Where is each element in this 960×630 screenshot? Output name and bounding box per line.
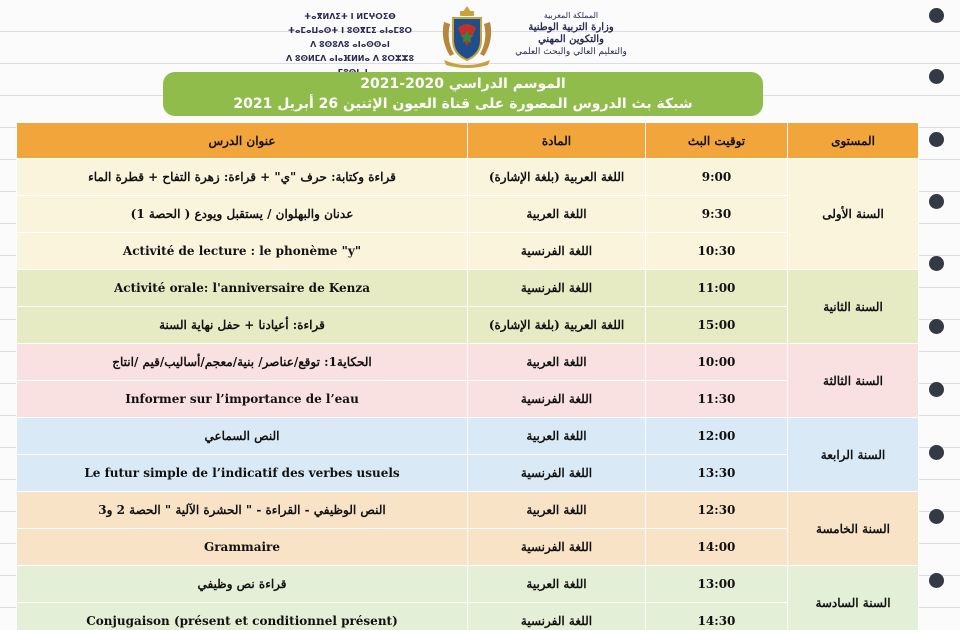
tifinagh-line: ⵜⴰⵎⴰⵡⴰⵙⵜ ⵏ ⵓⵙⴳⵎⵉ ⴰⵏⴰⵎⵓⵔ: [288, 26, 412, 35]
ministry-name: [512, 10, 630, 58]
lesson-title-cell: النص الوظيفي - القراءة - " الحشرة الآلية " الحصة 2 و3: [17, 492, 468, 529]
broadcast-time-cell: 12:30: [646, 492, 788, 529]
ministry-line: والتكوين المهني: [538, 34, 604, 45]
ministry-line: والتعليم العالي والبحث العلمي: [515, 47, 627, 57]
tifinagh-line: ⴷ ⵓⵙⵓⴷⵓ ⴰⵏⴰⵙⵙⴰⵏ: [310, 40, 390, 49]
broadcast-time-cell: 13:00: [646, 566, 788, 603]
broadcast-time-cell: 13:30: [646, 455, 788, 492]
lesson-title-cell: Activité orale: l'anniversaire de Kenza: [17, 270, 468, 307]
broadcast-time-cell: 10:30: [646, 233, 788, 270]
table-row: [17, 381, 919, 418]
table-row: [17, 566, 919, 603]
ministry-line: المملكة المغربية: [543, 11, 599, 20]
table-row: [17, 196, 919, 233]
binder-hole-icon: [929, 445, 944, 460]
table-row: [17, 603, 919, 630]
broadcast-schedule-table: [16, 122, 919, 630]
tifinagh-ministry-name: [280, 10, 420, 80]
subject-cell: اللغة العربية: [468, 196, 646, 233]
broadcast-time-cell: 9:00: [646, 159, 788, 196]
broadcast-time-cell: 14:30: [646, 603, 788, 630]
tifinagh-line: ⴷ ⵓⵙⵍⵎⴷ ⴰⵏⴰⴼⵍⵍⴰ ⴷ ⵓⵔⵣⵣⵓ: [285, 54, 414, 63]
lesson-title-cell: Activité de lecture : le phonème "y": [17, 233, 468, 270]
grade-level-cell: السنة الثانية: [788, 270, 919, 344]
grade-level-cell: السنة الخامسة: [788, 492, 919, 566]
table-row: [17, 307, 919, 344]
time-column-header: توقيت البث: [646, 123, 788, 159]
broadcast-time-cell: 10:00: [646, 344, 788, 381]
subject-cell: اللغة العربية: [468, 492, 646, 529]
lesson-title-cell: النص السماعي: [17, 418, 468, 455]
grade-level-cell: السنة الأولى: [788, 159, 919, 270]
subject-cell: اللغة العربية (بلغة الإشارة): [468, 307, 646, 344]
subject-cell: اللغة الفرنسية: [468, 529, 646, 566]
moroccan-coat-of-arms-icon: [436, 4, 498, 68]
grade-level-cell: السنة الرابعة: [788, 418, 919, 492]
lesson-title-cell: Grammaire: [17, 529, 468, 566]
broadcast-time-cell: 11:00: [646, 270, 788, 307]
broadcast-time-cell: 9:30: [646, 196, 788, 233]
subject-cell: اللغة العربية (بلغة الإشارة): [468, 159, 646, 196]
binder-hole-icon: [929, 319, 944, 334]
subject-column-header: المادة: [468, 123, 646, 159]
lesson-title-cell: Informer sur l’importance de l’eau: [17, 381, 468, 418]
binder-hole-icon: [929, 509, 944, 524]
binder-hole-icon: [929, 132, 944, 147]
table-row: [17, 344, 919, 381]
table-row: [17, 159, 919, 196]
table-header-row: [17, 123, 919, 159]
table-row: [17, 233, 919, 270]
subject-cell: اللغة الفرنسية: [468, 270, 646, 307]
subject-cell: اللغة الفرنسية: [468, 233, 646, 270]
subject-cell: اللغة العربية: [468, 418, 646, 455]
lesson-title-cell: Conjugaison (présent et conditionnel présent): [17, 603, 468, 630]
subject-cell: اللغة العربية: [468, 566, 646, 603]
broadcast-time-cell: 11:30: [646, 381, 788, 418]
notebook-binder-holes: [929, 0, 945, 630]
title-banner: [163, 72, 763, 116]
lesson-title-cell: قراءة: أعيادنا + حفل نهاية السنة: [17, 307, 468, 344]
binder-hole-icon: [929, 256, 944, 271]
table-row: [17, 455, 919, 492]
lesson-title-cell: Le futur simple de l’indicatif des verbes usuels: [17, 455, 468, 492]
lesson-title-cell: قراءة وكتابة: حرف "ي" + قراءة: زهرة التفاح + قطرة الماء: [17, 159, 468, 196]
level-column-header: المستوى: [788, 123, 919, 159]
binder-hole-icon: [929, 573, 944, 588]
table-row: [17, 418, 919, 455]
binder-hole-icon: [929, 8, 944, 23]
binder-hole-icon: [929, 69, 944, 84]
binder-hole-icon: [929, 194, 944, 209]
subject-cell: اللغة الفرنسية: [468, 603, 646, 630]
lesson-title-cell: الحكاية1: توقع/عناصر/ بنية/معجم/أساليب/قيم /انتاج: [17, 344, 468, 381]
ministry-line: وزارة التربية الوطنية: [528, 22, 614, 33]
binder-hole-icon: [929, 382, 944, 397]
tifinagh-line: ⵜⴰⴳⵍⴷⵉⵜ ⵏ ⵍⵎⵖⵔⵉⴱ: [304, 12, 396, 21]
subject-cell: اللغة العربية: [468, 344, 646, 381]
broadcast-time-cell: 12:00: [646, 418, 788, 455]
table-row: [17, 270, 919, 307]
school-year-title: الموسم الدراسي 2020-2021: [360, 76, 566, 92]
subject-cell: اللغة الفرنسية: [468, 381, 646, 418]
table-row: [17, 529, 919, 566]
broadcast-time-cell: 14:00: [646, 529, 788, 566]
broadcast-time-cell: 15:00: [646, 307, 788, 344]
broadcast-schedule-subtitle: شبكة بث الدروس المصورة على قناة العيون الإثنين 26 أبريل 2021: [233, 96, 693, 112]
lesson-title-cell: قراءة نص وظيفي: [17, 566, 468, 603]
document-header: [0, 0, 960, 72]
subject-cell: اللغة الفرنسية: [468, 455, 646, 492]
grade-level-cell: السنة الثالثة: [788, 344, 919, 418]
lesson-column-header: عنوان الدرس: [17, 123, 468, 159]
table-row: [17, 492, 919, 529]
grade-level-cell: السنة السادسة: [788, 566, 919, 630]
lesson-title-cell: عدنان والبهلوان / يستقبل ويودع ( الحصة 1): [17, 196, 468, 233]
